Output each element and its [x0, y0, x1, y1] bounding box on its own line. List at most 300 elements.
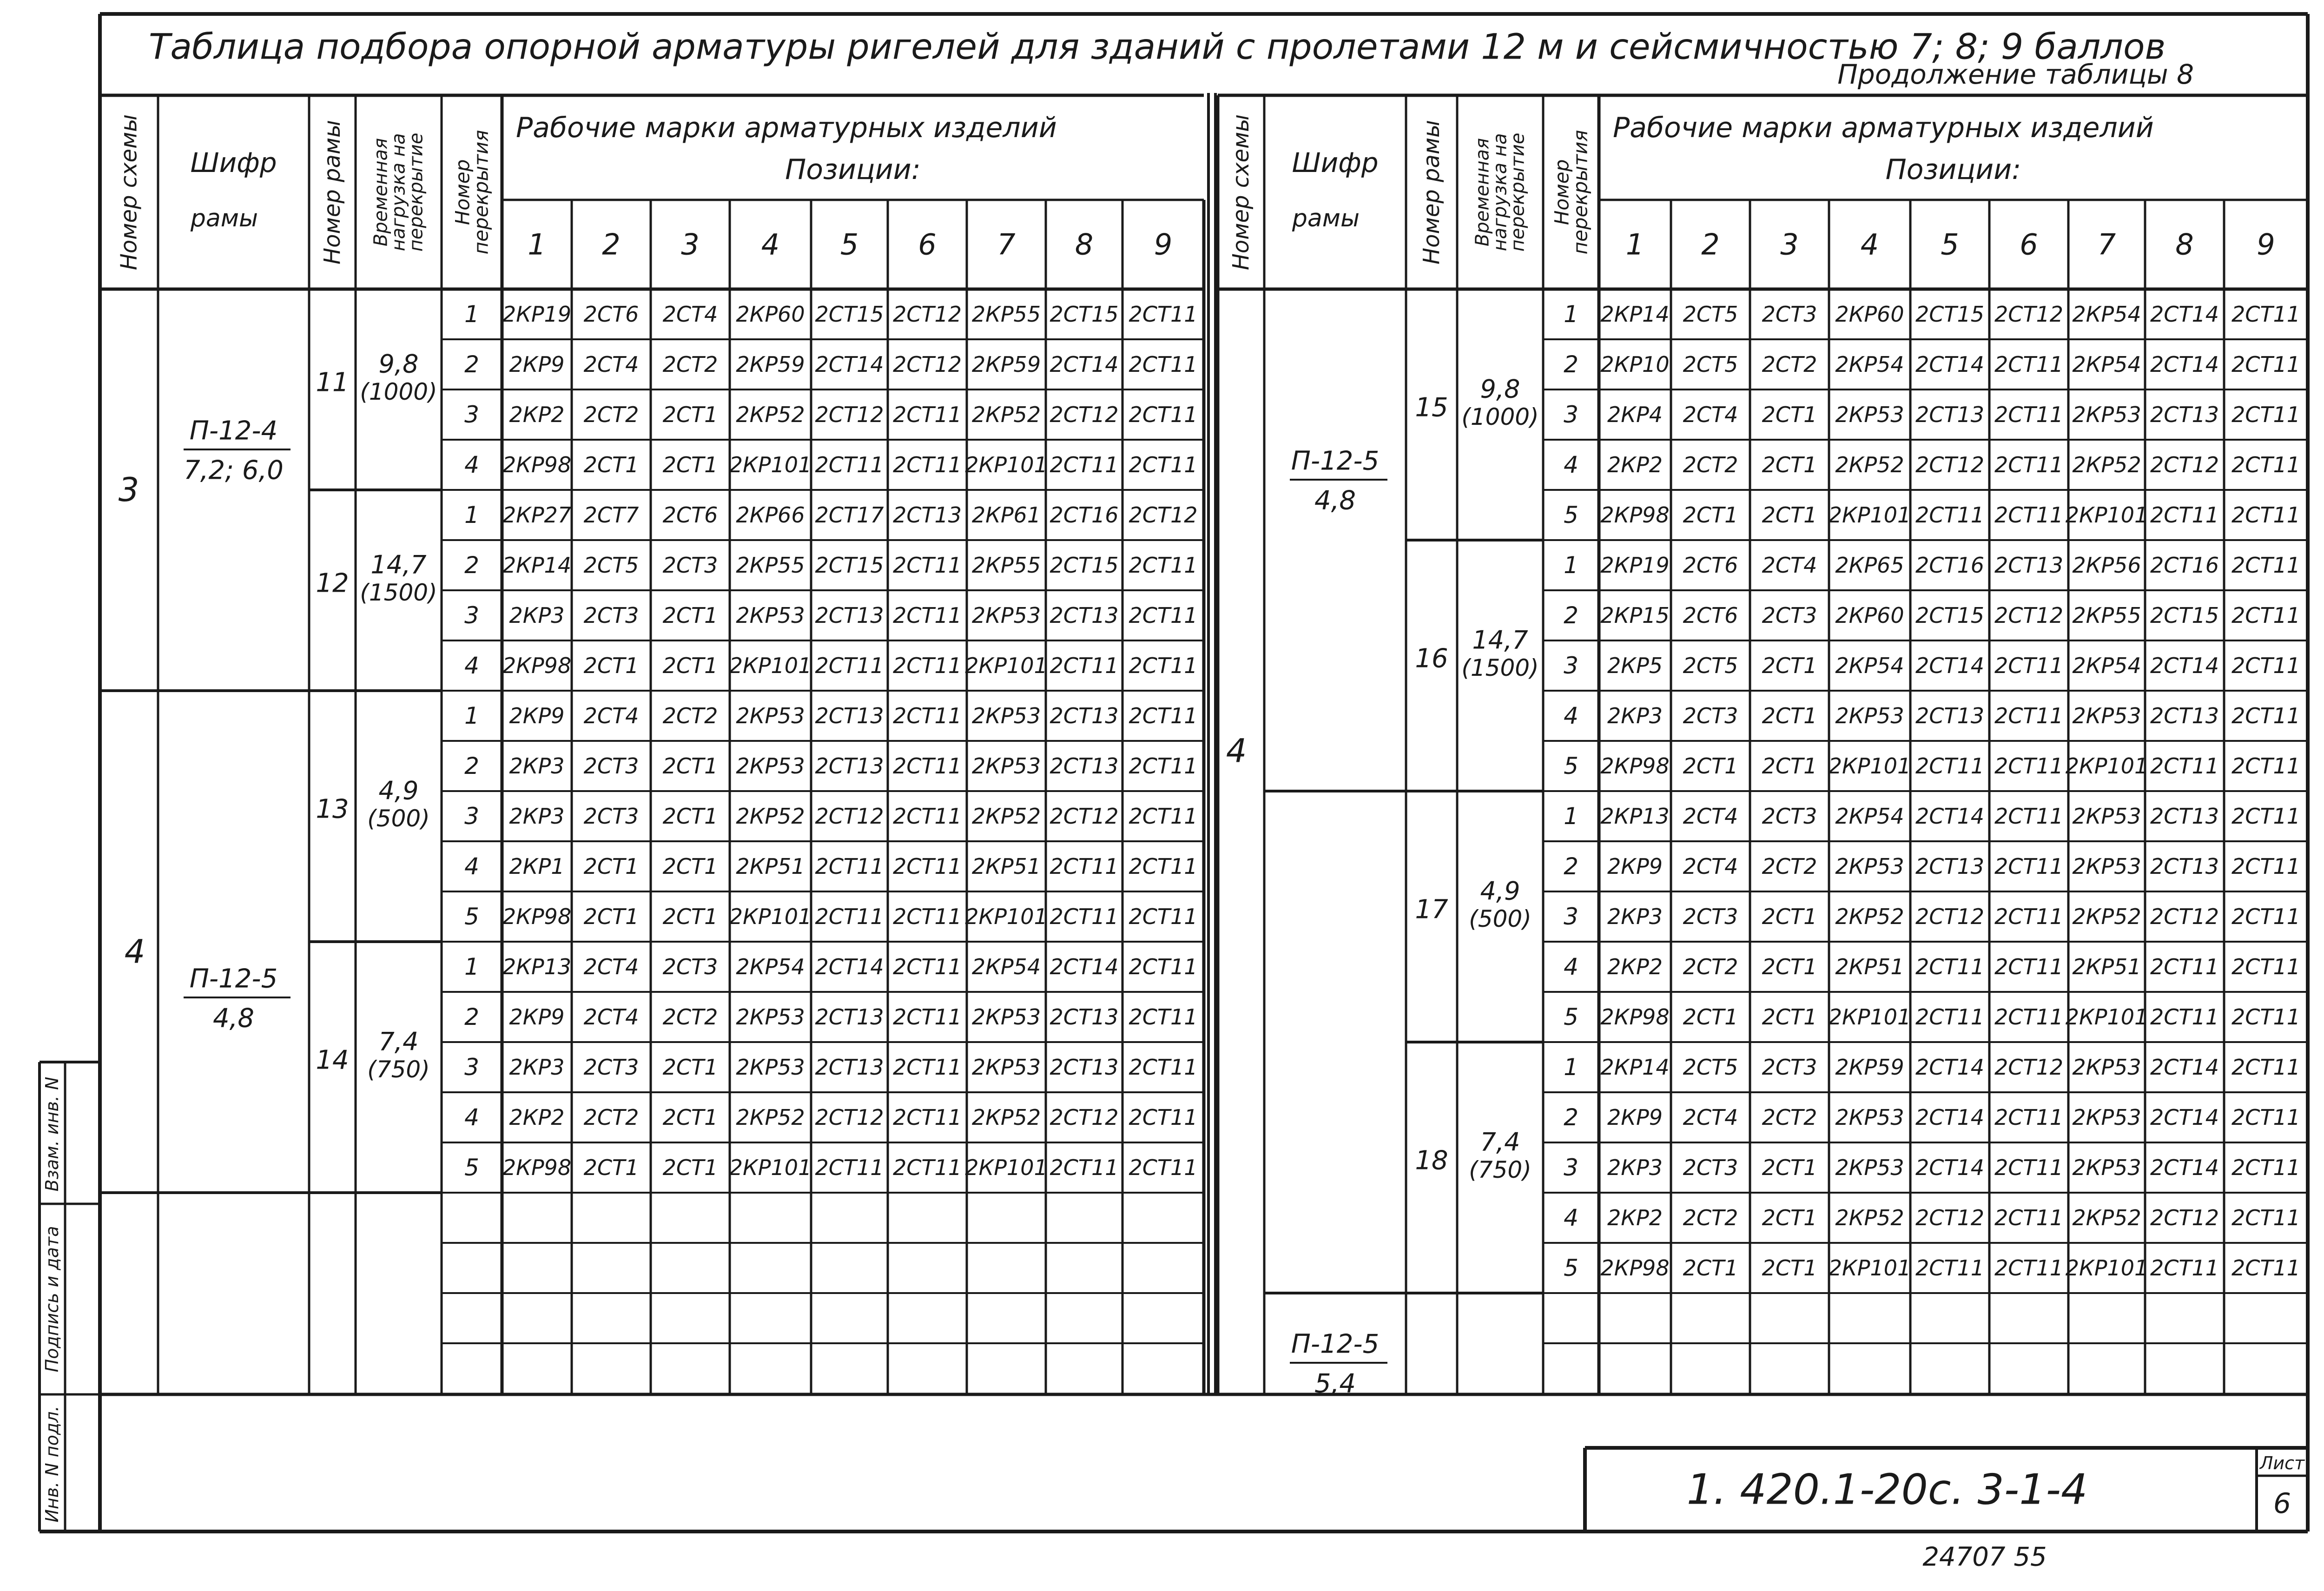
mark-cell: 2СТ11 [2150, 954, 2219, 979]
mark-cell: 2СТ12 [1050, 402, 1119, 427]
mark-cell: 2КР101 [2065, 1255, 2148, 1281]
mark-cell: 2СТ1 [1762, 753, 1817, 779]
frame-number: 17 [1415, 894, 1448, 925]
mark-cell: 2СТ5 [1683, 1055, 1738, 1080]
mark-cell: 2СТ16 [1050, 502, 1119, 528]
mark-cell: 2СТ12 [815, 1105, 884, 1130]
mark-cell: 2СТ1 [1762, 1155, 1817, 1180]
mark-cell: 2СТ6 [1683, 553, 1738, 578]
mark-cell: 2СТ11 [1129, 753, 1198, 779]
floor-number: 4 [1564, 451, 1578, 478]
mark-cell: 2КР13 [1600, 804, 1670, 829]
frame-load: 14,7 [1472, 625, 1528, 655]
header-cipher: Шифр [190, 147, 277, 178]
mark-cell: 2СТ15 [1050, 302, 1119, 327]
mark-cell: 2СТ11 [1994, 954, 2064, 979]
mark-cell: 2СТ11 [1129, 1055, 1198, 1080]
mark-cell: 2СТ11 [1129, 352, 1198, 377]
mark-cell: 2СТ13 [2150, 703, 2219, 728]
mark-cell: 2СТ12 [1915, 452, 1985, 477]
mark-cell: 2СТ11 [1994, 854, 2064, 879]
header-positions: Позиции: [785, 153, 921, 186]
mark-cell: 2СТ1 [583, 452, 639, 477]
mark-cell: 2КР101 [1828, 753, 1911, 779]
mark-cell: 2КР54 [1835, 653, 1904, 678]
mark-cell: 2КР101 [965, 1155, 1048, 1180]
mark-cell: 2СТ13 [815, 753, 884, 779]
mark-cell: 2СТ12 [2150, 452, 2219, 477]
mark-cell: 2СТ3 [1762, 1055, 1817, 1080]
floor-number: 5 [464, 1154, 479, 1181]
mark-cell: 2СТ5 [1683, 302, 1738, 327]
floor-number: 4 [1564, 953, 1578, 980]
mark-cell: 2КР51 [736, 854, 805, 879]
mark-cell: 2СТ14 [1915, 1155, 1985, 1180]
page-subtitle: Продолжение таблицы 8 [1837, 59, 2194, 90]
floor-number: 2 [1564, 853, 1578, 880]
frame-number: 15 [1415, 392, 1448, 423]
mark-cell: 2КР14 [1600, 1055, 1670, 1080]
mark-cell: 2КР101 [729, 904, 812, 929]
mark-cell: 2СТ11 [892, 1155, 962, 1180]
mark-cell: 2СТ3 [662, 954, 718, 979]
mark-cell: 2СТ11 [892, 402, 962, 427]
mark-cell: 2СТ12 [1915, 904, 1985, 929]
mark-cell: 2КР52 [2072, 452, 2141, 477]
mark-cell: 2СТ14 [2150, 352, 2219, 377]
mark-cell: 2КР53 [2072, 1155, 2141, 1180]
floor-number: 2 [464, 1003, 479, 1030]
mark-cell: 2СТ12 [1994, 1055, 2064, 1080]
cipher-top: П-12-5 [189, 964, 278, 994]
mark-cell: 2КР51 [971, 854, 1041, 879]
side-label-inventory: Инв. N подл. [42, 1406, 62, 1523]
mark-cell: 2СТ12 [2150, 904, 2219, 929]
frame-number: 12 [316, 568, 349, 599]
mark-cell: 2СТ11 [1129, 603, 1198, 628]
mark-cell: 2КР19 [1600, 553, 1670, 578]
mark-cell: 2КР51 [1835, 954, 1904, 979]
mark-cell: 2КР53 [736, 1004, 805, 1030]
mark-cell: 2СТ14 [2150, 1055, 2219, 1080]
frame-load: 14,7 [370, 550, 427, 580]
floor-number: 2 [464, 351, 479, 378]
mark-cell: 2СТ11 [1129, 653, 1198, 678]
mark-cell: 2КР101 [2065, 502, 2148, 528]
mark-cell: 2СТ11 [1994, 1205, 2064, 1230]
mark-cell: 2СТ11 [815, 1155, 884, 1180]
frame-number: 11 [316, 367, 349, 398]
header-position-1: 1 [528, 227, 546, 262]
mark-cell: 2СТ3 [583, 753, 639, 779]
mark-cell: 2СТ11 [1050, 904, 1119, 929]
header-load-line: Временная [370, 138, 392, 247]
header-position-7: 7 [2097, 227, 2116, 262]
mark-cell: 2СТ13 [815, 1004, 884, 1030]
header-load-line: нагрузка на [388, 133, 409, 251]
mark-cell: 2КР54 [2072, 352, 2141, 377]
mark-cell: 2СТ11 [1129, 452, 1198, 477]
mark-cell: 2КР101 [2065, 753, 2148, 779]
mark-cell: 2СТ11 [892, 753, 962, 779]
floor-number: 4 [1564, 702, 1578, 729]
frame-load-kgf: (750) [1469, 1156, 1532, 1183]
mark-cell: 2КР52 [971, 1105, 1041, 1130]
mark-cell: 2СТ2 [583, 1105, 639, 1130]
mark-cell: 2КР3 [1607, 1155, 1663, 1180]
mark-cell: 2СТ11 [2231, 302, 2301, 327]
floor-number: 1 [464, 953, 479, 980]
header-position-6: 6 [2020, 227, 2038, 262]
mark-cell: 2СТ2 [662, 352, 718, 377]
mark-cell: 2СТ4 [583, 352, 639, 377]
floor-number: 4 [464, 451, 479, 478]
mark-cell: 2СТ12 [2150, 1205, 2219, 1230]
sheet-label: Лист [2259, 1453, 2305, 1473]
mark-cell: 2СТ11 [1994, 1255, 2064, 1281]
mark-cell: 2СТ1 [662, 854, 718, 879]
mark-cell: 2СТ11 [2231, 452, 2301, 477]
mark-cell: 2СТ11 [1129, 402, 1198, 427]
floor-number: 1 [464, 502, 479, 528]
mark-cell: 2СТ1 [662, 753, 718, 779]
floor-number: 3 [1564, 1154, 1578, 1181]
mark-cell: 2СТ14 [2150, 1155, 2219, 1180]
mark-cell: 2СТ11 [2231, 1255, 2301, 1281]
mark-cell: 2КР9 [1607, 854, 1663, 879]
frame-number: 16 [1415, 643, 1448, 674]
mark-cell: 2СТ3 [583, 1055, 639, 1080]
mark-cell: 2КР98 [502, 904, 572, 929]
mark-cell: 2КР53 [2072, 402, 2141, 427]
mark-cell: 2КР52 [1835, 904, 1904, 929]
mark-cell: 2СТ1 [662, 804, 718, 829]
mark-cell: 2КР52 [971, 402, 1041, 427]
mark-cell: 2КР98 [502, 452, 572, 477]
mark-cell: 2КР53 [971, 1004, 1041, 1030]
mark-cell: 2КР15 [1600, 603, 1670, 628]
mark-cell: 2КР54 [1835, 352, 1904, 377]
mark-cell: 2СТ12 [815, 402, 884, 427]
mark-cell: 2СТ3 [1762, 603, 1817, 628]
frame-load-kgf: (1000) [1461, 403, 1539, 430]
mark-cell: 2СТ11 [815, 452, 884, 477]
mark-cell: 2СТ14 [1050, 954, 1119, 979]
mark-cell: 2СТ4 [662, 302, 718, 327]
header-frame: Номер рамы [1419, 120, 1445, 264]
floor-number: 3 [1564, 401, 1578, 428]
floor-number: 2 [1564, 602, 1578, 629]
mark-cell: 2СТ5 [1683, 352, 1738, 377]
mark-cell: 2СТ11 [1994, 753, 2064, 779]
cipher-top: П-12-5 [1291, 1329, 1380, 1360]
header-floor-line: перекрытия [1569, 130, 1592, 255]
mark-cell: 2КР60 [1835, 603, 1904, 628]
mark-cell: 2КР101 [965, 653, 1048, 678]
mark-cell: 2СТ11 [1915, 753, 1985, 779]
mark-cell: 2СТ1 [583, 1155, 639, 1180]
document-code: 1. 420.1-20с. 3-1-4 [1686, 1465, 2088, 1514]
floor-number: 4 [1564, 1204, 1578, 1231]
mark-cell: 2КР3 [509, 804, 565, 829]
mark-cell: 2КР53 [1835, 854, 1904, 879]
mark-cell: 2СТ14 [2150, 1105, 2219, 1130]
scheme-number: 3 [118, 471, 139, 509]
page-title: Таблица подбора опорной арматуры ригелей для зданий с пролетами 12 м и сейсмичностью 7; 8; 9 баллов [149, 26, 2166, 67]
mark-cell: 2СТ11 [1994, 402, 2064, 427]
mark-cell: 2СТ13 [1915, 854, 1985, 879]
mark-cell: 2СТ15 [815, 553, 884, 578]
mark-cell: 2КР55 [971, 302, 1041, 327]
mark-cell: 2КР53 [971, 603, 1041, 628]
mark-cell: 2СТ1 [662, 402, 718, 427]
mark-cell: 2СТ13 [2150, 804, 2219, 829]
mark-cell: 2СТ3 [662, 553, 718, 578]
mark-cell: 2КР54 [736, 954, 805, 979]
frame-load-kgf: (500) [367, 805, 430, 832]
mark-cell: 2СТ11 [1129, 302, 1198, 327]
mark-cell: 2КР101 [729, 1155, 812, 1180]
mark-cell: 2СТ11 [1994, 703, 2064, 728]
mark-cell: 2СТ12 [1050, 1105, 1119, 1130]
mark-cell: 2СТ11 [2231, 502, 2301, 528]
mark-cell: 2СТ1 [1762, 1205, 1817, 1230]
mark-cell: 2КР98 [1600, 502, 1670, 528]
mark-cell: 2СТ1 [662, 1155, 718, 1180]
header-cipher-2: рамы [190, 205, 258, 232]
frame-load-kgf: (1500) [1461, 654, 1539, 681]
mark-cell: 2СТ2 [1762, 352, 1817, 377]
mark-cell: 2КР1 [509, 854, 565, 879]
floor-number: 5 [1564, 502, 1578, 528]
mark-cell: 2СТ1 [662, 603, 718, 628]
mark-cell: 2СТ11 [2231, 753, 2301, 779]
mark-cell: 2КР98 [1600, 1004, 1670, 1030]
cipher-bottom: 4,8 [212, 1003, 255, 1034]
header-position-4: 4 [761, 227, 780, 262]
mark-cell: 2СТ11 [2231, 1155, 2301, 1180]
floor-number: 3 [464, 401, 479, 428]
cipher-bottom: 7,2; 6,0 [184, 455, 284, 486]
mark-cell: 2КР53 [736, 603, 805, 628]
mark-cell: 2СТ11 [1129, 904, 1198, 929]
header-floor-line: Номер [451, 159, 474, 225]
mark-cell: 2КР98 [502, 1155, 572, 1180]
mark-cell: 2СТ11 [1050, 653, 1119, 678]
mark-cell: 2СТ14 [1915, 352, 1985, 377]
mark-cell: 2СТ14 [2150, 302, 2219, 327]
mark-cell: 2СТ14 [1915, 1105, 1985, 1130]
frame-load: 7,4 [378, 1027, 419, 1056]
frame-number: 14 [316, 1045, 349, 1076]
mark-cell: 2СТ11 [1129, 703, 1198, 728]
mark-cell: 2СТ2 [1683, 452, 1738, 477]
mark-cell: 2СТ11 [892, 1105, 962, 1130]
mark-cell: 2СТ1 [1683, 1255, 1738, 1281]
floor-number: 2 [1564, 351, 1578, 378]
mark-cell: 2КР101 [729, 653, 812, 678]
frame-load-kgf: (1000) [360, 378, 437, 405]
mark-cell: 2КР53 [2072, 1055, 2141, 1080]
mark-cell: 2КР101 [1828, 1004, 1911, 1030]
mark-cell: 2СТ11 [2231, 804, 2301, 829]
mark-cell: 2КР54 [2072, 302, 2141, 327]
mark-cell: 2СТ11 [1915, 954, 1985, 979]
floor-number: 4 [464, 1104, 479, 1131]
mark-cell: 2СТ1 [1683, 1004, 1738, 1030]
mark-cell: 2КР60 [736, 302, 805, 327]
mark-cell: 2СТ11 [892, 553, 962, 578]
mark-cell: 2СТ11 [892, 954, 962, 979]
mark-cell: 2СТ2 [662, 1004, 718, 1030]
mark-cell: 2СТ13 [1994, 553, 2064, 578]
mark-cell: 2КР66 [736, 502, 805, 528]
mark-cell: 2СТ14 [815, 954, 884, 979]
floor-number: 4 [464, 853, 479, 880]
mark-cell: 2СТ11 [1050, 854, 1119, 879]
frame-load: 4,9 [1480, 876, 1520, 906]
mark-cell: 2КР3 [1607, 904, 1663, 929]
mark-cell: 2СТ11 [2231, 1205, 2301, 1230]
mark-cell: 2СТ1 [1762, 452, 1817, 477]
mark-cell: 2КР52 [2072, 904, 2141, 929]
frame-load: 9,8 [378, 349, 419, 379]
mark-cell: 2СТ6 [583, 302, 639, 327]
mark-cell: 2КР53 [971, 753, 1041, 779]
header-position-2: 2 [1701, 227, 1720, 262]
header-load-line: нагрузка на [1489, 133, 1511, 251]
mark-cell: 2СТ13 [815, 603, 884, 628]
mark-cell: 2СТ11 [1994, 653, 2064, 678]
mark-cell: 2СТ4 [1683, 1105, 1738, 1130]
side-label-signature: Подпись и дата [42, 1226, 62, 1373]
mark-cell: 2КР2 [1607, 954, 1663, 979]
mark-cell: 2СТ11 [1994, 502, 2064, 528]
mark-cell: 2СТ2 [1683, 1205, 1738, 1230]
floor-number: 3 [464, 1054, 479, 1081]
mark-cell: 2СТ1 [662, 904, 718, 929]
mark-cell: 2СТ11 [2231, 402, 2301, 427]
header-position-3: 3 [681, 227, 700, 262]
mark-cell: 2СТ11 [1994, 1105, 2064, 1130]
mark-cell: 2КР53 [1835, 703, 1904, 728]
mark-cell: 2КР98 [1600, 753, 1670, 779]
floor-number: 3 [464, 803, 479, 830]
mark-cell: 2КР52 [736, 804, 805, 829]
header-position-6: 6 [918, 227, 937, 262]
floor-number: 5 [1564, 1254, 1578, 1281]
mark-cell: 2КР19 [502, 302, 572, 327]
mark-cell: 2СТ2 [1762, 1105, 1817, 1130]
mark-cell: 2КР98 [502, 653, 572, 678]
mark-cell: 2СТ1 [1683, 753, 1738, 779]
cipher-top: П-12-4 [189, 416, 278, 446]
header-position-7: 7 [997, 227, 1016, 262]
mark-cell: 2КР101 [1828, 502, 1911, 528]
mark-cell: 2СТ11 [1129, 553, 1198, 578]
mark-cell: 2СТ11 [2150, 753, 2219, 779]
mark-cell: 2СТ11 [1915, 502, 1985, 528]
cipher-top: П-12-5 [1291, 446, 1380, 476]
mark-cell: 2СТ11 [2150, 1255, 2219, 1281]
header-position-5: 5 [1941, 227, 1959, 262]
header-scheme: Номер схемы [1228, 114, 1254, 271]
header-cipher-2: рамы [1292, 205, 1360, 232]
frame-load: 4,9 [378, 776, 419, 805]
floor-number: 4 [464, 652, 479, 679]
mark-cell: 2СТ11 [2231, 1055, 2301, 1080]
mark-cell: 2СТ1 [1762, 653, 1817, 678]
floor-number: 5 [464, 903, 479, 930]
mark-cell: 2КР9 [509, 352, 565, 377]
header-position-1: 1 [1625, 227, 1644, 262]
mark-cell: 2СТ11 [2231, 352, 2301, 377]
header-position-2: 2 [602, 227, 621, 262]
side-label-replacement: Взам. инв. N [42, 1076, 62, 1192]
mark-cell: 2КР60 [1835, 302, 1904, 327]
header-marks: Рабочие марки арматурных изделий [516, 112, 1057, 144]
mark-cell: 2КР53 [736, 753, 805, 779]
mark-cell: 2КР14 [502, 553, 572, 578]
mark-cell: 2КР61 [971, 502, 1041, 528]
mark-cell: 2СТ1 [662, 1055, 718, 1080]
mark-cell: 2СТ11 [1915, 1004, 1985, 1030]
header-load-line: перекрытие [405, 132, 427, 252]
mark-cell: 2СТ13 [1050, 1055, 1119, 1080]
header-cipher: Шифр [1292, 147, 1379, 178]
mark-cell: 2КР65 [1835, 553, 1904, 578]
header-position-4: 4 [1860, 227, 1879, 262]
mark-cell: 2КР53 [971, 703, 1041, 728]
mark-cell: 2СТ11 [1129, 854, 1198, 879]
mark-cell: 2СТ1 [1762, 502, 1817, 528]
mark-cell: 2СТ12 [892, 352, 962, 377]
floor-number: 1 [1564, 301, 1578, 328]
mark-cell: 2СТ3 [1683, 904, 1738, 929]
mark-cell: 2СТ1 [1762, 402, 1817, 427]
mark-cell: 2КР5 [1607, 653, 1663, 678]
mark-cell: 2СТ12 [1994, 302, 2064, 327]
mark-cell: 2СТ11 [892, 703, 962, 728]
mark-cell: 2СТ11 [2231, 904, 2301, 929]
mark-cell: 2СТ14 [1915, 1055, 1985, 1080]
mark-cell: 2КР53 [1835, 402, 1904, 427]
frame-load: 7,4 [1480, 1127, 1520, 1157]
floor-number: 2 [464, 552, 479, 579]
mark-cell: 2СТ2 [1762, 854, 1817, 879]
mark-cell: 2СТ13 [815, 703, 884, 728]
mark-cell: 2КР3 [509, 603, 565, 628]
header-position-5: 5 [840, 227, 859, 262]
floor-number: 5 [1564, 1003, 1578, 1030]
mark-cell: 2СТ1 [1762, 1004, 1817, 1030]
header-position-3: 3 [1780, 227, 1799, 262]
mark-cell: 2СТ11 [2150, 1004, 2219, 1030]
floor-number: 1 [1564, 1054, 1578, 1081]
mark-cell: 2СТ14 [815, 352, 884, 377]
frame-load-kgf: (750) [367, 1056, 430, 1083]
mark-cell: 2СТ13 [1915, 703, 1985, 728]
mark-cell: 2СТ1 [662, 653, 718, 678]
mark-cell: 2СТ13 [1050, 1004, 1119, 1030]
mark-cell: 2СТ11 [892, 1055, 962, 1080]
mark-cell: 2КР53 [736, 703, 805, 728]
mark-cell: 2СТ14 [1050, 352, 1119, 377]
mark-cell: 2КР101 [2065, 1004, 2148, 1030]
mark-cell: 2КР52 [1835, 1205, 1904, 1230]
mark-cell: 2СТ12 [1129, 502, 1198, 528]
floor-number: 1 [464, 301, 479, 328]
